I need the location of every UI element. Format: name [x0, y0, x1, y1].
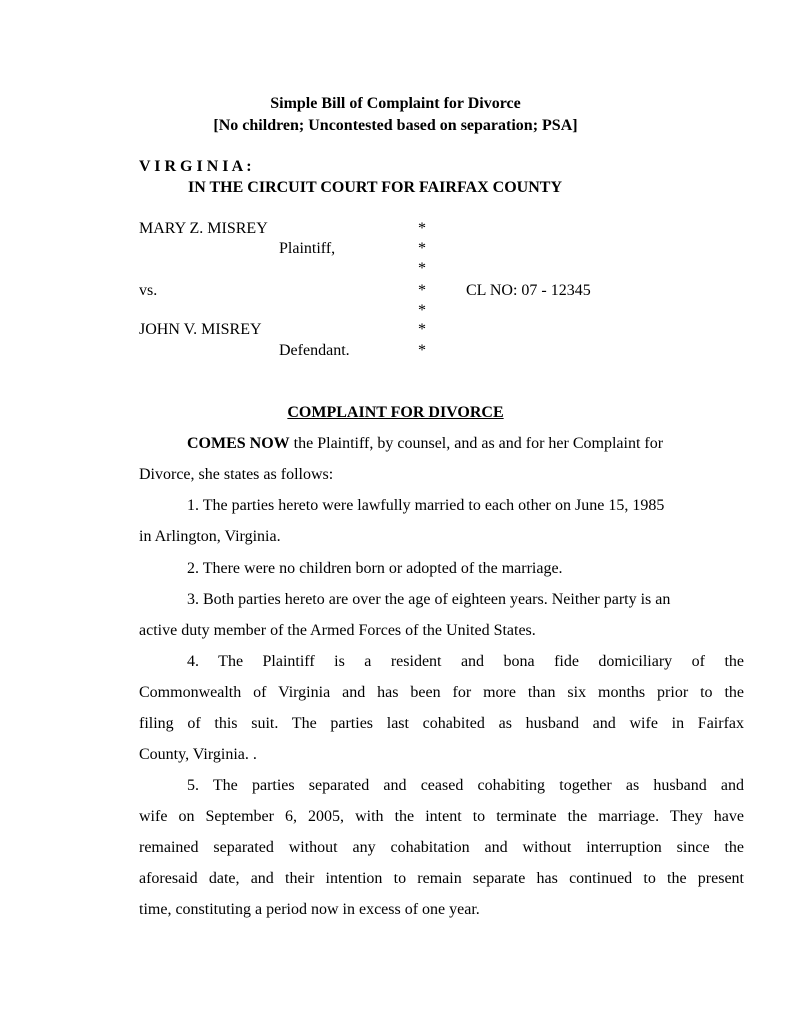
paragraph-3-line-2: active duty member of the Armed Forces of the United States. — [139, 622, 536, 639]
plaintiff-role: Plaintiff, — [279, 240, 336, 257]
complaint-heading: COMPLAINT FOR DIVORCE — [287, 404, 504, 421]
caption-separator: * — [418, 342, 426, 359]
plaintiff-name: MARY Z. MISREY — [139, 220, 268, 237]
paragraph-3-line-1: 3. Both parties hereto are over the age of eighteen years. Neither party is an — [187, 591, 671, 608]
paragraph-1-line-2: in Arlington, Virginia. — [139, 528, 281, 545]
intro-line-1 — [187, 434, 744, 454]
document-subtitle: [No children; Uncontested based on separation; PSA] — [213, 117, 578, 134]
paragraph-4-line-3: filing of this suit. The parties last cohabited as husband and wife in Fairfax — [139, 715, 744, 732]
caption-separator: * — [418, 260, 426, 277]
document-title: Simple Bill of Complaint for Divorce — [270, 95, 521, 112]
defendant-role: Defendant. — [279, 342, 350, 359]
paragraph-4-line-2: Commonwealth of Virginia and has been for more than six months prior to the — [139, 684, 744, 701]
paragraph-2-line-1: 2. There were no children born or adopted of the marriage. — [187, 560, 563, 577]
paragraph-5-line-3: remained separated without any cohabitation and without interruption since the — [139, 839, 744, 856]
paragraph-4-line-1: 4. The Plaintiff is a resident and bona fide domiciliary of the — [187, 653, 744, 670]
intro-bold: COMES NOW — [187, 435, 290, 452]
paragraph-1-line-1: 1. The parties hereto were lawfully married to each other on June 15, 1985 — [187, 497, 665, 514]
caption-separator: * — [418, 302, 426, 319]
caption-separator: * — [418, 220, 426, 237]
paragraph-5-line-4: aforesaid date, and their intention to remain separate has continued to the present — [139, 870, 744, 887]
paragraph-4-line-4: County, Virginia. . — [139, 746, 257, 763]
court-name: IN THE CIRCUIT COURT FOR FAIRFAX COUNTY — [188, 179, 562, 196]
case-number: CL NO: 07 - 12345 — [466, 282, 591, 299]
defendant-name: JOHN V. MISREY — [139, 321, 262, 338]
paragraph-5-line-2: wife on September 6, 2005, with the intent to terminate the marriage. They have — [139, 808, 744, 825]
caption-separator: * — [418, 240, 426, 257]
caption-separator: * — [418, 321, 426, 338]
paragraph-5-line-5: time, constituting a period now in excess of one year. — [139, 901, 480, 918]
paragraph-5-line-1: 5. The parties separated and ceased cohabiting together as husband and — [187, 777, 744, 794]
intro-line-2: Divorce, she states as follows: — [139, 466, 334, 483]
intro-rest: the Plaintiff, by counsel, and as and for her Complaint for — [289, 435, 664, 452]
caption-separator: * — [418, 282, 426, 299]
court-state: V I R G I N I A : — [139, 158, 252, 175]
versus-label: vs. — [139, 282, 158, 299]
